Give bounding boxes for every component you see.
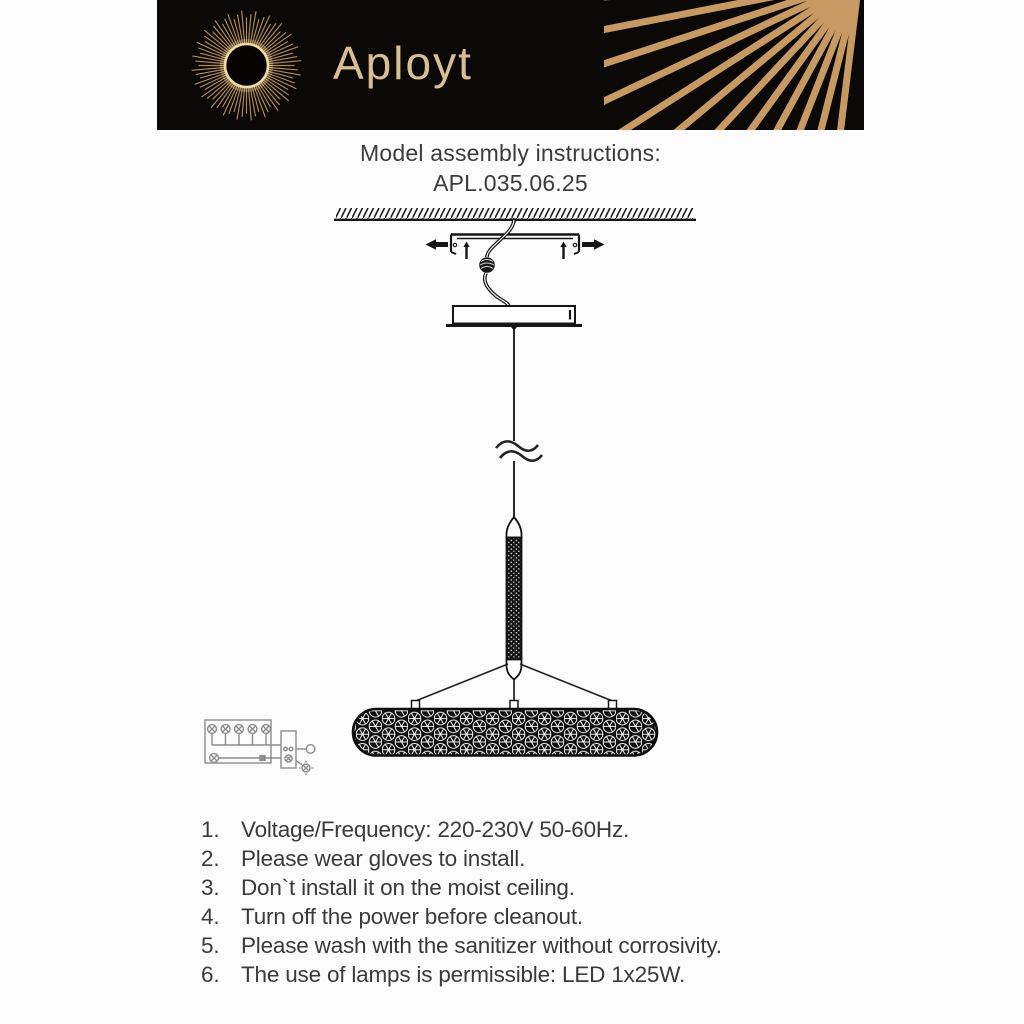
sunburst-logo-icon (189, 8, 304, 123)
instruction-number: 3. (201, 875, 220, 900)
crystal-ring-lamp (353, 709, 657, 756)
instruction-number: 4. (201, 904, 220, 929)
title-block (157, 138, 864, 198)
driver-box (281, 731, 296, 768)
wiring-connection-diagram (198, 708, 326, 780)
instruction-number: 1. (201, 817, 220, 842)
model-number: APL.035.06.25 (433, 170, 588, 196)
lamp-output (296, 745, 315, 775)
slide-arrow-icons (426, 239, 605, 250)
instruction-item (201, 815, 881, 844)
instruction-number: 6. (201, 962, 220, 987)
instruction-item (201, 844, 881, 873)
instruction-text: Voltage/Frequency: 220-230V 50-60Hz. (241, 817, 630, 842)
instruction-text: Don`t install it on the moist ceiling. (241, 875, 575, 900)
instruction-item (201, 960, 881, 989)
mains-wire (479, 218, 516, 306)
pendant-lamp-assembly-diagram (330, 196, 710, 796)
ceiling-hatch (334, 208, 696, 220)
terminal-block (208, 725, 281, 763)
instruction-item (201, 902, 881, 931)
screw-up-icons (463, 242, 566, 260)
cable-break-icon (496, 441, 538, 450)
brand-wordmark: Aployt (333, 37, 473, 89)
ceiling-canopy (446, 306, 582, 331)
instruction-text: Please wear gloves to install. (241, 846, 526, 871)
instructions-list (201, 815, 881, 989)
brand-banner (157, 0, 864, 130)
instruction-text: Please wash with the sanitizer without corrosivity. (241, 933, 722, 958)
instruction-item (201, 931, 881, 960)
instruction-number: 5. (201, 933, 220, 958)
banner-rays-icon (604, 0, 864, 130)
crystal-stem (507, 517, 522, 680)
instruction-item (201, 873, 881, 902)
page-title: Model assembly instructions: (360, 140, 661, 166)
suspension-cable (496, 329, 542, 518)
mounting-bracket (451, 235, 579, 255)
instruction-text: Turn off the power before cleanout. (241, 904, 583, 929)
instruction-text: The use of lamps is permissible: LED 1x25W. (241, 962, 686, 987)
instruction-number: 2. (201, 846, 220, 871)
